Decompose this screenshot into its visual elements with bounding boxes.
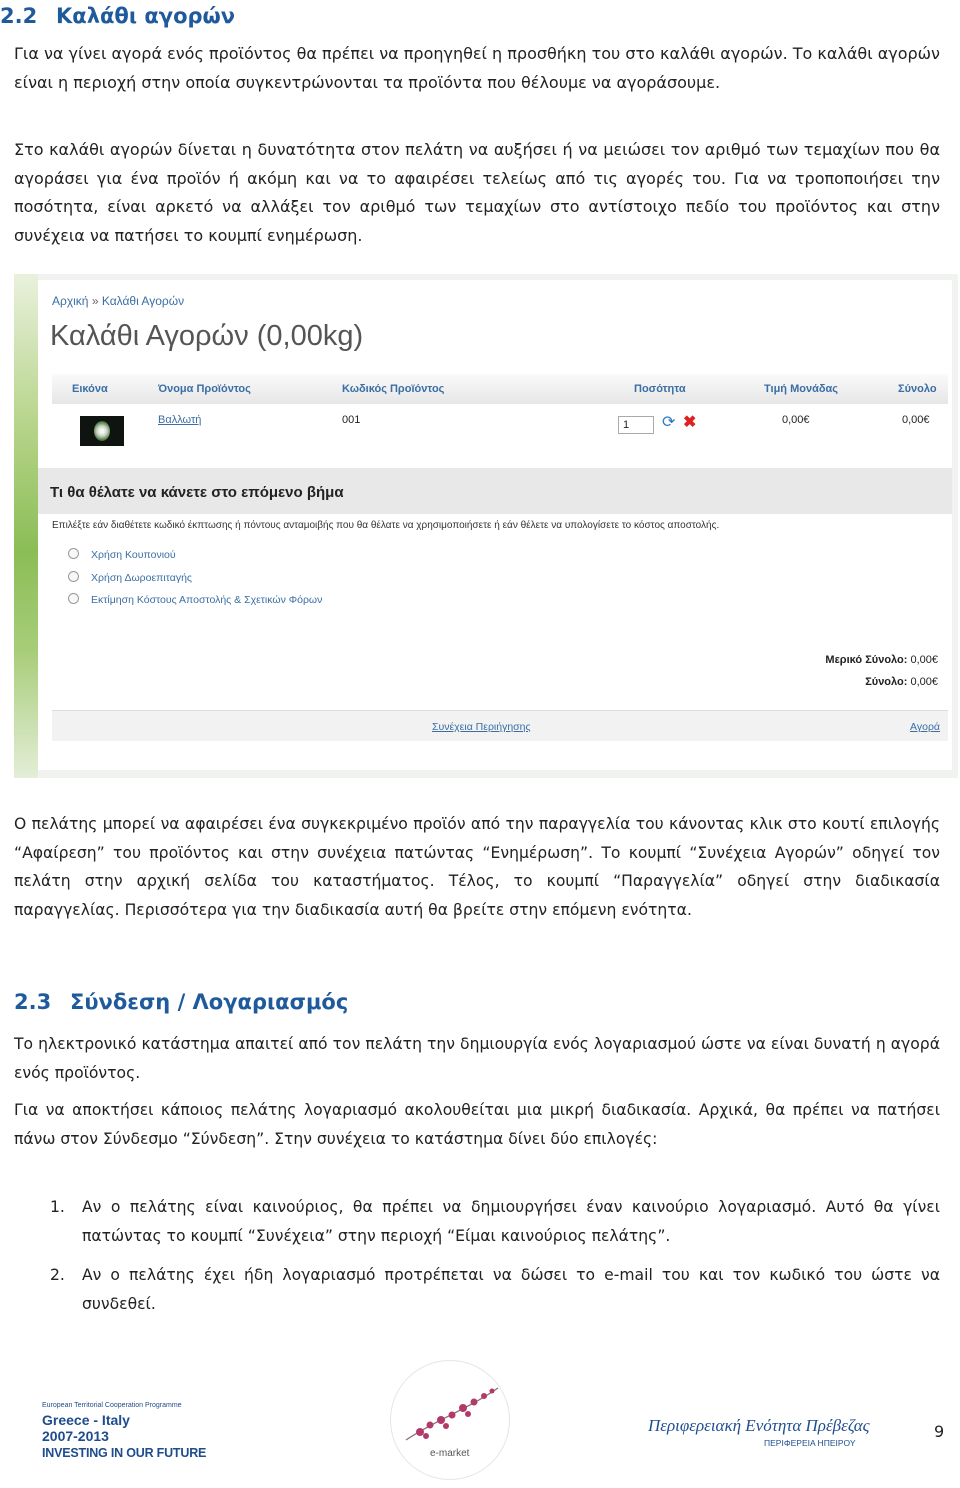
list-item: Αν ο πελάτης έχει ήδη λογαριασμό προτρέπεται να δώσει το e-mail του και τον κωδικό του ώστε να συνδεθεί. — [82, 1266, 940, 1313]
next-step-header — [38, 468, 952, 514]
col-product-name: Όνομα Προϊόντος — [158, 383, 251, 395]
leaf-decoration — [14, 274, 38, 778]
refresh-icon[interactable]: ⟳ — [662, 414, 676, 431]
quantity-input[interactable]: 1 — [618, 416, 654, 434]
unit-price: 0,00€ — [782, 414, 810, 426]
list-item: Αν ο πελάτης είναι καινούριος, θα πρέπει να δημιουργήσει έναν καινούριο λογαριασμό. Αυτό θα γίνει πατώντας το κουμπί “Συνέχεια” στην περιοχή “Είμαι καινούριος πελάτης”. — [82, 1198, 940, 1245]
product-name-link[interactable]: Βαλλωτή — [158, 414, 202, 426]
radio-button[interactable] — [68, 548, 79, 559]
subtotal: Μερικό Σύνολο: 0,00€ — [825, 654, 938, 666]
checkout-link[interactable]: Αγορά — [910, 721, 940, 733]
cart-actions-bar — [52, 710, 948, 741]
radio-button[interactable] — [68, 593, 79, 604]
list-item-number: 2. — [50, 1266, 65, 1284]
preveza-logo: Περιφερειακή Ενότητα Πρέβεζας ΠΕΡΙΦΕΡΕΙΑ ΗΠΕΙΡΟΥ — [648, 1416, 870, 1448]
breadcrumb — [52, 294, 184, 308]
section-2-2-heading: 2.2 Καλάθι αγορών — [0, 4, 236, 28]
cart-screenshot — [14, 274, 958, 778]
option-voucher[interactable]: Χρήση Δωροεπιταγής — [68, 571, 192, 584]
col-unit-price: Τιμή Μονάδας — [764, 383, 838, 395]
table-row — [52, 404, 948, 469]
breadcrumb-separator: » — [91, 294, 99, 308]
breadcrumb-home-link[interactable]: Αρχική — [52, 294, 89, 308]
breadcrumb-current-link[interactable]: Καλάθι Αγορών — [101, 294, 185, 308]
next-step-hint: Επιλέξτε εάν διαθέτετε κωδικό έκπτωσης ή πόντους ανταμοιβής που θα θέλατε να χρησιμοποιήσετε ή εάν θέλετε να υπολογίσετε το κόστος αποστολής. — [52, 520, 720, 531]
section-2-2-para-2: Στο καλάθι αγορών δίνεται η δυνατότητα στον πελάτη να αυξήσει ή να μειώσει τον αριθμό των τεμαχίων που θα αγοράσει για ένα προϊόν ή ακόμη και να το αφαιρέσει τελείως από τις αγορές του. Για να τροποποιήσει την ποσότητα, είναι αρκετό να αλλάξει τον αριθμό των τεμαχίων στο αντίστοιχο πεδίο του προϊόντος και στην συνέχεια να πατήσει το κουμπί ενημέρωση. — [14, 140, 940, 245]
col-image: Εικόνα — [72, 383, 108, 395]
option-coupon[interactable]: Χρήση Κουπονιού — [68, 548, 176, 561]
section-2-2-para-3: Ο πελάτης μπορεί να αφαιρέσει ένα συγκεκριμένο προϊόν από την παραγγελία του κάνοντας κλικ στο κουτί επιλογής “Αφαίρεση” του προϊόντος και στην συνέχεια πατώντας “Ενημέρωση”. Το κουμπί “Συνέχεια Αγορών” οδηγεί τον πελάτη στην αρχική σελίδα του καταστήματος. Τέλος, το κουμπί “Παραγγελία” οδηγεί στην διαδικασία παραγγελίας. Περισσότερα για την διαδικασία αυτή θα βρείτε στην επόμενη ενότητα. — [14, 815, 940, 919]
page-number: 9 — [934, 1422, 945, 1441]
cart-panel — [38, 280, 952, 770]
option-shipping-estimate[interactable]: Εκτίμηση Κόστους Αποστολής & Σχετικών Φόρων — [68, 593, 322, 606]
product-thumbnail[interactable] — [80, 416, 124, 446]
remove-icon[interactable]: ✖ — [683, 414, 697, 431]
continue-shopping-link[interactable]: Συνέχεια Περιήγησης — [432, 721, 531, 733]
section-2-3-heading: 2.3 Σύνδεση / Λογαριασμός — [14, 990, 349, 1014]
section-2-3-para-2: Για να αποκτήσει κάποιος πελάτης λογαριασμό ακολουθείται μια μικρή διαδικασία. Αρχικά, θα πρέπει να πατήσει πάνω στον Σύνδεσμο “Σύνδεση”. Στην συνέχεια το κατάστημα δίνει δύο επιλογές: — [14, 1101, 940, 1148]
emarket-logo: e-market — [386, 1360, 516, 1480]
cart-table-header — [52, 374, 948, 405]
radio-button[interactable] — [68, 571, 79, 582]
row-total: 0,00€ — [902, 414, 930, 426]
etcp-logo: European Territorial Cooperation Programme Greece - Italy 2007-2013 INVESTING IN OUR FUTURE — [42, 1402, 207, 1460]
col-product-code: Κωδικός Προϊόντος — [342, 383, 445, 395]
col-total: Σύνολο — [898, 383, 937, 395]
product-code: 001 — [342, 414, 361, 426]
list-item-number: 1. — [50, 1198, 65, 1216]
cart-title: Καλάθι Αγορών (0,00kg) — [50, 320, 364, 352]
section-2-3-para-1: Το ηλεκτρονικό κατάστημα απαιτεί από τον πελάτη την δημιουργία ενός λογαριασμού ώστε να είναι δυνατή η αγορά ενός προϊόντος. — [14, 1035, 940, 1082]
grand-total: Σύνολο: 0,00€ — [865, 676, 938, 688]
col-quantity: Ποσότητα — [634, 383, 686, 395]
next-step-title: Τι θα θέλατε να κάνετε στο επόμενο βήμα — [50, 484, 344, 501]
section-2-2-para-1: Για να γίνει αγορά ενός προϊόντος θα πρέπει να προηγηθεί η προσθήκη του στο καλάθι αγορών. Το καλάθι αγορών είναι η περιοχή στην οποία συγκεντρώνονται τα προϊόντα που θέλουμε να αγοράσουμε. — [14, 44, 940, 92]
